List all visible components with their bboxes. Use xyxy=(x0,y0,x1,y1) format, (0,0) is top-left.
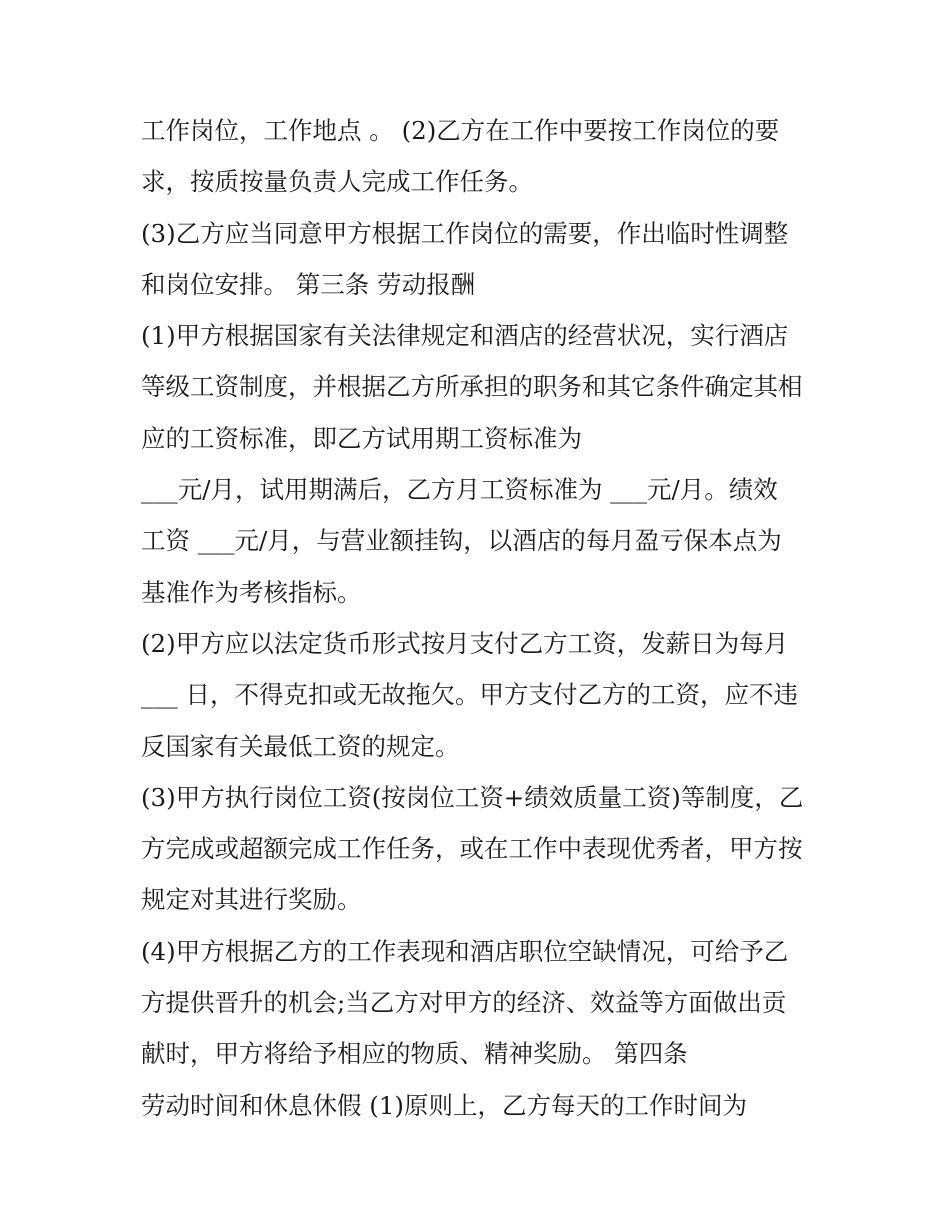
text-line: (1)甲方根据国家有关法律规定和酒店的经营状况，实行酒店 xyxy=(141,321,789,351)
text-line: 工资 ___元/月，与营业额挂钩，以酒店的每月盈亏保本点为 xyxy=(141,526,782,556)
text-line: 工作岗位，工作地点 。 (2)乙方在工作中要按工作岗位的要 xyxy=(141,116,780,145)
contract-body-text xyxy=(141,105,841,1131)
text-line: 和岗位安排。 第三条 劳动报酬 xyxy=(141,269,476,299)
text-line: 献时，甲方将给予相应的物质、精神奖励。 第四条 xyxy=(141,1039,688,1069)
text-line: 劳动时间和休息休假 (1)原则上，乙方每天的工作时间为 xyxy=(141,1090,747,1120)
text-line: 应的工资标准，即乙方试用期工资标准为 xyxy=(141,423,582,453)
text-line: ___元/月，试用期满后，乙方月工资标准为 ___元/月。绩效 xyxy=(141,475,778,505)
text-line: (2)甲方应以法定货币形式按月支付乙方工资，发薪日为每月 xyxy=(141,628,789,658)
text-line: 求，按质按量负责人完成工作任务。 xyxy=(141,167,533,197)
text-line: (3)甲方执行岗位工资(按岗位工资+绩效质量工资)等制度，乙 xyxy=(141,782,804,812)
text-line: (3)乙方应当同意甲方根据工作岗位的需要，作出临时性调整 xyxy=(141,218,789,248)
text-line: 基准作为考核指标。 xyxy=(141,577,362,607)
text-line: 等级工资制度，并根据乙方所承担的职务和其它条件确定其相 xyxy=(141,372,803,402)
text-line: 方完成或超额完成工作任务，或在工作中表现优秀者，甲方按 xyxy=(141,834,803,864)
text-line: 规定对其进行奖励。 xyxy=(141,885,362,915)
text-line: 反国家有关最低工资的规定。 xyxy=(141,731,460,761)
text-line: (4)甲方根据乙方的工作表现和酒店职位空缺情况，可给予乙 xyxy=(141,936,789,966)
text-line: 方提供晋升的机会;当乙方对甲方的经济、效益等方面做出贡 xyxy=(141,988,787,1018)
text-line: ___ 日，不得克扣或无故拖欠。甲方支付乙方的工资，应不违 xyxy=(141,680,799,710)
